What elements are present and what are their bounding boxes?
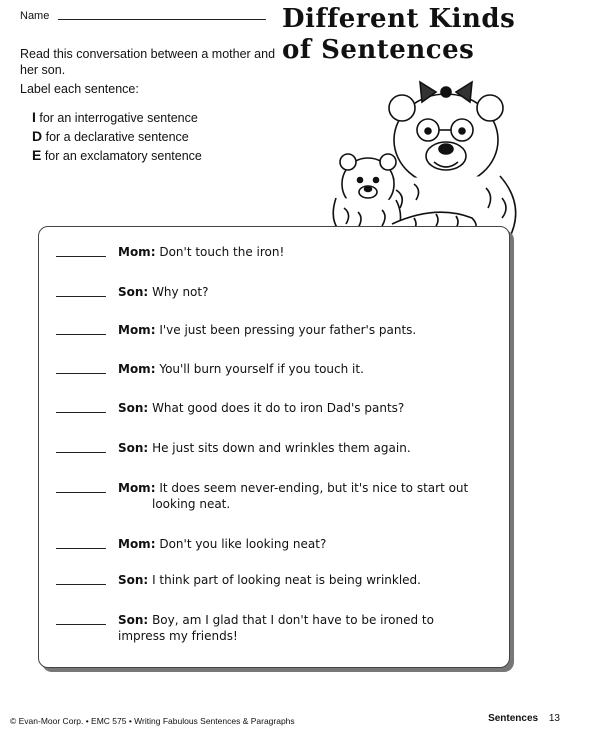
answer-blank[interactable]: [56, 256, 106, 257]
footer-section: Sentences: [488, 713, 539, 724]
speaker-label: Mom:: [118, 245, 156, 259]
key-item-declarative: [32, 127, 202, 146]
name-label: Name: [20, 10, 50, 22]
key-letter: I: [32, 109, 36, 125]
sentence-text: What good does it do to iron Dad's pants?: [152, 401, 405, 415]
page-title: [282, 4, 515, 66]
label-each-text: Label each sentence:: [20, 82, 139, 96]
bear-illustration: [296, 78, 534, 246]
key-letter: D: [32, 128, 43, 144]
sentence-text: I think part of looking neat is being wrinkled.: [152, 573, 421, 587]
sentence-text: Don't touch the iron!: [159, 245, 285, 259]
key-text: for a declarative sentence: [45, 130, 189, 144]
answer-blank[interactable]: [56, 624, 106, 625]
speaker-label: Son:: [118, 613, 149, 627]
answer-blank[interactable]: [56, 452, 106, 453]
speaker-label: Son:: [118, 285, 149, 299]
key-item-interrogative: [32, 108, 202, 127]
sentence-text: Boy, am I glad that I don't have to be ironed to: [152, 613, 434, 627]
title-line-2: of Sentences: [282, 35, 475, 65]
sentence-text: You'll burn yourself if you touch it.: [159, 362, 364, 376]
sentence-text-continued: impress my friends!: [118, 629, 238, 643]
answer-blank[interactable]: [56, 584, 106, 585]
answer-blank[interactable]: [56, 334, 106, 335]
intro-text: Read this conversation between a mother and her son.: [20, 47, 276, 77]
speaker-label: Son:: [118, 401, 149, 415]
sentence-text-continued: looking neat.: [152, 497, 231, 511]
answer-blank[interactable]: [56, 492, 106, 493]
speaker-label: Mom:: [118, 362, 156, 376]
speaker-label: Son:: [118, 441, 149, 455]
sentence-text: Don't you like looking neat?: [159, 537, 327, 551]
page-number: 13: [548, 713, 560, 724]
key-text: for an exclamatory sentence: [44, 149, 202, 163]
speaker-label: Mom:: [118, 537, 156, 551]
answer-blank[interactable]: [56, 548, 106, 549]
sentence-text: Why not?: [152, 285, 209, 299]
label-key-list: [32, 108, 202, 165]
speaker-label: Mom:: [118, 481, 156, 495]
footer-page-info: [488, 713, 560, 724]
answer-blank[interactable]: [56, 296, 106, 297]
sentence-text: He just sits down and wrinkles them again.: [152, 441, 411, 455]
key-item-exclamatory: [32, 146, 202, 165]
name-line[interactable]: [58, 19, 266, 20]
footer-copyright: © Evan-Moor Corp. • EMC 575 • Writing Fabulous Sentences & Paragraphs: [10, 716, 295, 726]
answer-blank[interactable]: [56, 373, 106, 374]
key-letter: E: [32, 147, 42, 163]
answer-blank[interactable]: [56, 412, 106, 413]
sentence-text: I've just been pressing your father's pants.: [159, 323, 417, 337]
speaker-label: Mom:: [118, 323, 156, 337]
title-line-1: Different Kinds: [282, 4, 516, 34]
speaker-label: Son:: [118, 573, 149, 587]
key-text: for an interrogative sentence: [39, 111, 198, 125]
sentence-text: It does seem never-ending, but it's nice to start out: [159, 481, 469, 495]
